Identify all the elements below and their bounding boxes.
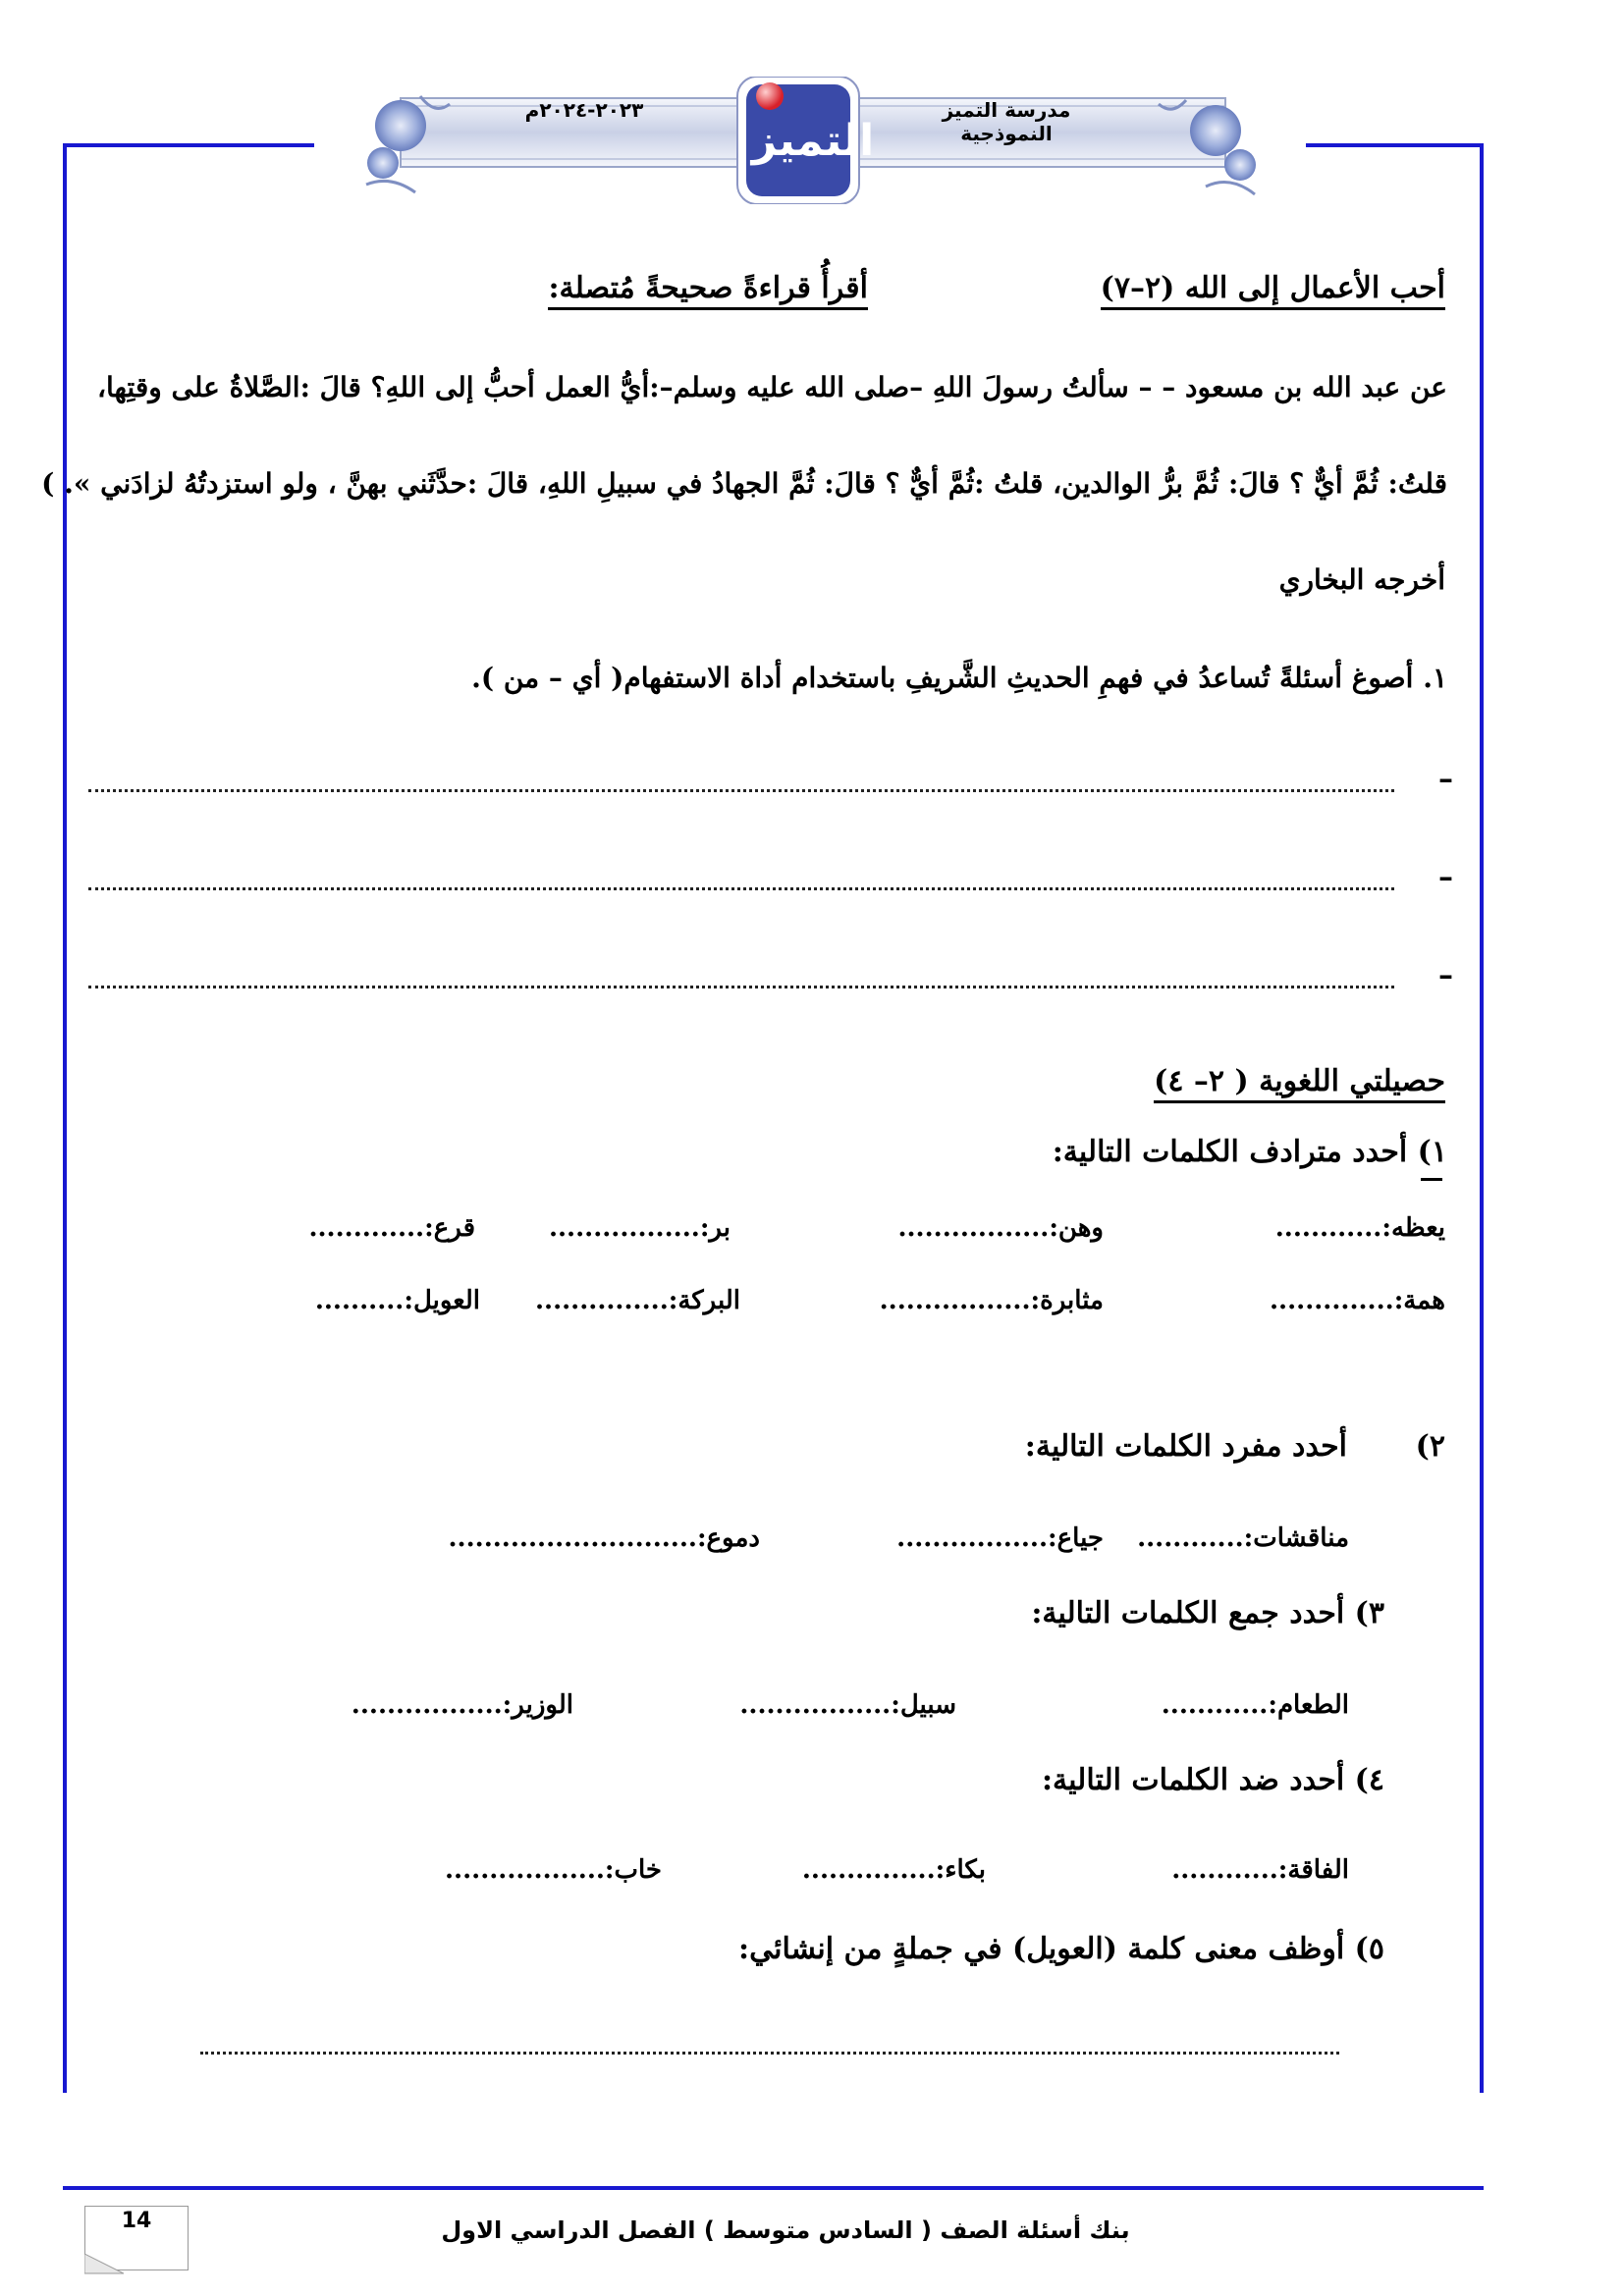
synonym-field[interactable]: بر:................. (548, 1213, 731, 1243)
synonym-field[interactable]: همة:.............. (1269, 1286, 1445, 1315)
lesson-title: أحب الأعمال إلى الله (٢–٧) (1101, 271, 1445, 310)
sentence-question: ٥) أوظف معنى كلمة (العويل) في جملةٍ من إنشائي: (738, 1932, 1384, 1966)
sentence-answer-line[interactable] (200, 2052, 1339, 2055)
answer-line[interactable] (88, 958, 1453, 997)
academic-year: ٢٠٢٣-٢٠٢٤م (524, 98, 644, 122)
synonym-field[interactable]: العويل:.......... (314, 1286, 480, 1315)
dash-bullet: – (1438, 958, 1453, 992)
antonym-question: ٤) أحدد ضد الكلمات التالية: (1041, 1763, 1384, 1797)
footer-text: بنك أسئلة الصف ( السادس متوسط ) الفصل الدراسي الاول (441, 2216, 1130, 2244)
answer-dots (88, 887, 1394, 890)
synonym-field[interactable]: وهن:................. (897, 1213, 1104, 1243)
vocab-section-title: حصيلتي اللغوية ( ٢– ٤) (1154, 1064, 1445, 1103)
answer-line[interactable] (88, 762, 1453, 801)
dash-bullet: – (1438, 762, 1453, 796)
answer-line[interactable] (88, 860, 1453, 899)
number-underline (1421, 1178, 1442, 1181)
singular-question: أحدد مفرد الكلمات التالية: (1024, 1429, 1347, 1464)
antonym-field[interactable]: الفاقة:............ (1171, 1855, 1349, 1885)
plural-field[interactable]: سبيل:................. (739, 1690, 956, 1720)
singular-field[interactable]: جياع:................. (896, 1523, 1104, 1553)
plural-question: ٣) أحدد جمع الكلمات التالية: (1031, 1596, 1384, 1630)
synonyms-question: ١) أحدد مترادف الكلمات التالية: (1052, 1135, 1447, 1169)
synonym-field[interactable]: البركة:............... (534, 1286, 740, 1315)
hadith-line-1: عن عبد الله بن مسعود – – سألتُ رسولَ اللهِ –صلى الله عليه وسلم–:أيُّ العمل أحبُّ إلى اللهِ؟ قالَ :الصَّلاةُ على وقتِها، (96, 371, 1447, 403)
dash-bullet: – (1438, 860, 1453, 894)
singular-field[interactable]: دموع:............................ (448, 1523, 760, 1553)
antonym-field[interactable]: خاب:.................. (445, 1855, 662, 1885)
singular-field[interactable]: مناقشات:............ (1137, 1523, 1349, 1553)
frame-top-right (1306, 143, 1484, 147)
answer-dots (88, 789, 1394, 792)
hadith-source: أخرجه البخاري (1278, 563, 1445, 596)
antonym-field[interactable]: بكاء:............... (801, 1855, 986, 1885)
page-corner-fold-icon (84, 2254, 124, 2275)
singular-question-number: ٢) (1415, 1429, 1445, 1464)
school-name: مدرسة التميز النموذجية (942, 98, 1071, 145)
synonym-field[interactable]: قرع:............. (308, 1213, 475, 1243)
page-number: 14 (84, 2206, 189, 2270)
synonym-field[interactable]: مثابرة:................. (879, 1286, 1104, 1315)
reading-instruction: أقرأُ قراءةً صحيحةً مُتصلة: (548, 271, 868, 310)
answer-dots (88, 986, 1394, 988)
logo-text: التميز (751, 116, 875, 166)
frame-right (1480, 143, 1484, 2093)
hadith-line-2: قلتُ: ثُمَّ أيٌّ ؟ قالَ: ثُمَّ برُّ الوالدين، قلتُ :ثُمَّ أيٌّ ؟ قالَ: ثُمَّ الجهادُ في سبيلِ اللهِ، قالَ :حدَّثَني بهنَّ ، ولو استزدتُهُ لزادَني ». ) (41, 467, 1447, 500)
plural-field[interactable]: الوزير:................. (351, 1690, 573, 1720)
synonym-field[interactable]: يعظه:............ (1274, 1213, 1445, 1243)
footer-line (63, 2186, 1484, 2190)
frame-left (63, 143, 67, 2093)
question-1: ١. أصوغ أسئلةً تُساعدُ في فهمِ الحديثِ الشَّريفِ باستخدام أداة الاستفهام( أي – من ). (471, 662, 1447, 694)
plural-field[interactable]: الطعام:............ (1161, 1690, 1349, 1720)
frame-top-left (63, 143, 314, 147)
